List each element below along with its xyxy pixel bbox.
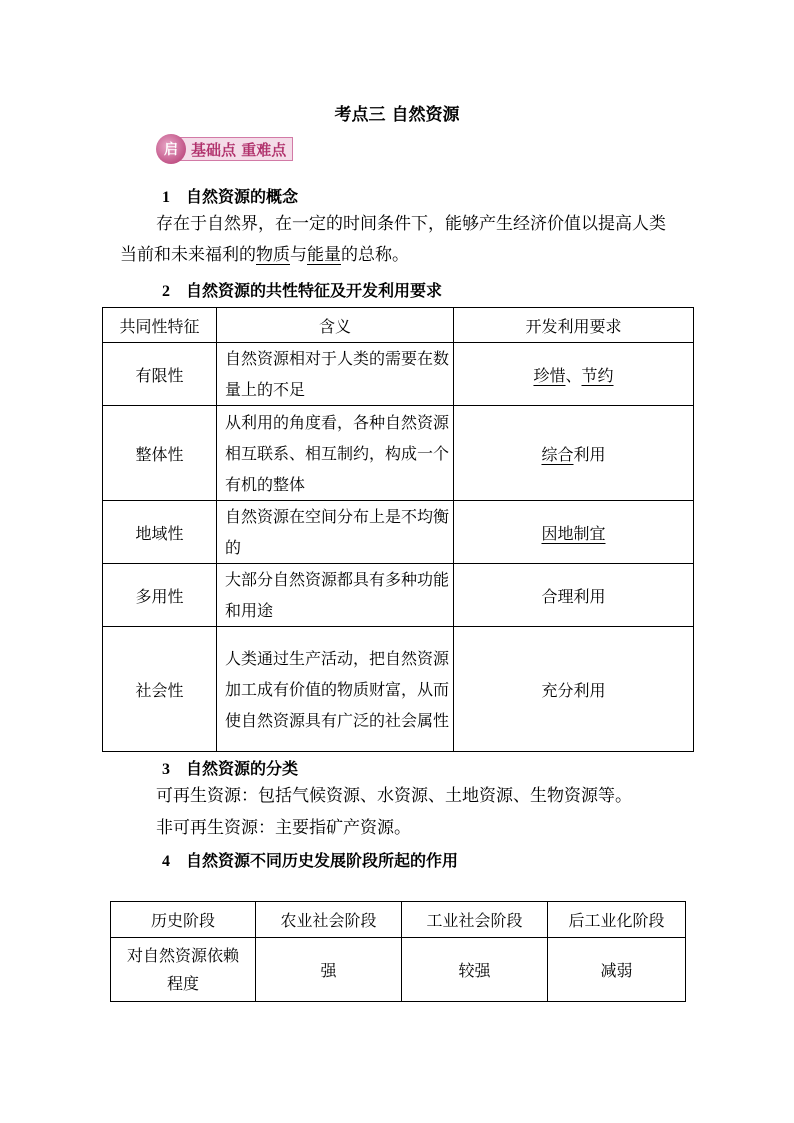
header-postindustrial: 后工业化阶段	[548, 902, 686, 938]
requirement-text: 合理利用	[541, 586, 606, 606]
feature-cell: 有限性	[103, 343, 217, 406]
requirement-underline: 珍惜	[533, 365, 566, 385]
header-feature: 共同性特征	[103, 308, 217, 343]
concept-text: 存在于自然界，在一定的时间条件下，能够产生经济价值以提高人类当前和未来福利的	[120, 214, 666, 265]
history-table	[110, 901, 686, 1002]
badge-strip	[178, 137, 293, 161]
table-row	[103, 343, 694, 406]
section-title: 自然资源的分类	[186, 759, 299, 778]
badge-circle-icon	[156, 134, 186, 164]
requirement-cell	[454, 343, 694, 406]
requirement-underline: 综合	[541, 444, 574, 464]
header-requirement: 开发利用要求	[454, 308, 694, 343]
concept-underline-energy: 能量	[307, 245, 341, 265]
row-label: 对自然资源依赖程度	[111, 938, 256, 1002]
requirement-underline: 因地制宜	[541, 523, 606, 543]
header-stage: 历史阶段	[111, 902, 256, 938]
table-header-row	[111, 902, 686, 938]
section-heading-3	[162, 756, 298, 779]
table-row	[103, 627, 694, 752]
concept-text-mid: 与	[290, 245, 307, 265]
value-industrial: 较强	[402, 938, 548, 1002]
renewable-text: 可再生资源：包括气候资源、水资源、土地资源、生物资源等。	[156, 786, 632, 806]
feature-cell: 社会性	[103, 627, 217, 752]
feature-cell: 地域性	[103, 501, 217, 564]
requirement-text: 利用	[573, 444, 606, 464]
section-title: 自然资源的概念	[186, 187, 299, 206]
requirement-cell	[454, 627, 694, 752]
meaning-cell: 大部分自然资源都具有多种功能和用途	[217, 564, 454, 627]
requirement-cell	[454, 406, 694, 501]
section-number: 1	[162, 189, 170, 206]
section-number: 2	[162, 283, 170, 300]
table-row	[103, 564, 694, 627]
requirement-text: 充分利用	[541, 680, 606, 700]
concept-paragraph	[120, 209, 680, 271]
table-row	[103, 406, 694, 501]
header-meaning: 含义	[217, 308, 454, 343]
concept-text-post: 的总称。	[341, 245, 409, 265]
header-agricultural: 农业社会阶段	[256, 902, 402, 938]
page-title: 考点三 自然资源	[334, 105, 460, 125]
feature-cell: 整体性	[103, 406, 217, 501]
requirement-cell	[454, 564, 694, 627]
header-industrial: 工业社会阶段	[402, 902, 548, 938]
requirement-sep: 、	[565, 365, 582, 385]
badge-tag: 启	[164, 142, 178, 158]
section-title: 自然资源不同历史发展阶段所起的作用	[186, 851, 459, 870]
characteristics-table	[102, 307, 694, 752]
value-postindustrial: 减弱	[548, 938, 686, 1002]
section-badge	[156, 134, 293, 164]
concept-underline-matter: 物质	[256, 245, 290, 265]
table-row	[111, 938, 686, 1002]
section-number: 4	[162, 853, 170, 870]
meaning-cell: 人类通过生产活动，把自然资源加工成有价值的物质财富，从而使自然资源具有广泛的社会属性	[217, 627, 454, 752]
nonrenewable-text: 非可再生资源：主要指矿产资源。	[156, 818, 411, 838]
section-heading-2	[162, 278, 442, 301]
section-heading-1	[162, 184, 298, 207]
feature-cell: 多用性	[103, 564, 217, 627]
meaning-cell: 自然资源相对于人类的需要在数量上的不足	[217, 343, 454, 406]
requirement-underline: 节约	[581, 365, 614, 385]
meaning-cell: 从利用的角度看，各种自然资源相互联系、相互制约，构成一个有机的整体	[217, 406, 454, 501]
table-row	[103, 501, 694, 564]
meaning-cell: 自然资源在空间分布上是不均衡的	[217, 501, 454, 564]
requirement-cell	[454, 501, 694, 564]
section-heading-4	[162, 848, 458, 871]
value-agricultural: 强	[256, 938, 402, 1002]
section-title: 自然资源的共性特征及开发利用要求	[186, 281, 443, 300]
section-number: 3	[162, 761, 170, 778]
table-header-row	[103, 308, 694, 343]
badge-text: 基础点 重难点	[191, 140, 287, 159]
